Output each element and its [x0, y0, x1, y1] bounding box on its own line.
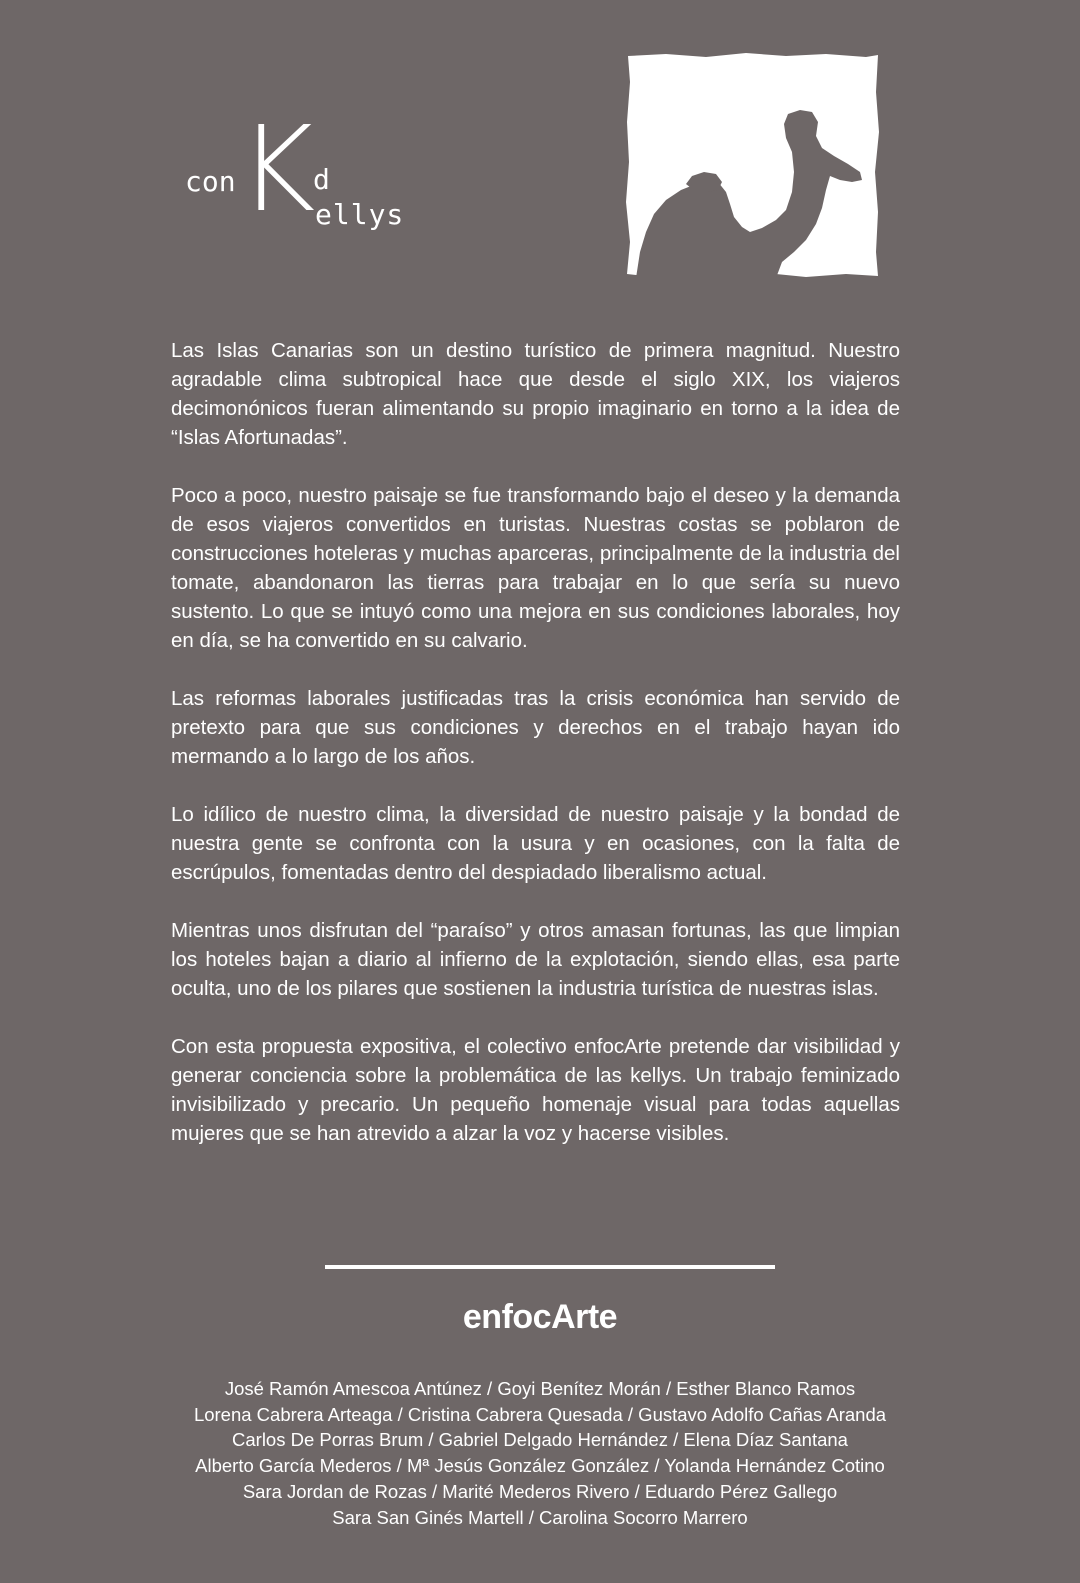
- credit-line: Sara San Ginés Martell / Carolina Socorro Marrero: [332, 1506, 748, 1528]
- paragraph: Mientras unos disfrutan del “paraíso” y otros amasan fortunas, las que limpian los hoteles bajan a diario al infierno de la explotación, siendo ellas, esa parte oculta, uno de los pilares que sostienen la industria turística de nuestras islas.: [171, 919, 900, 1000]
- paragraph: Las reformas laborales justificadas tras la crisis económica han servido de pretexto para que sus condiciones y derechos en el trabajo hayan ido mermando a lo largo de los años.: [171, 687, 900, 768]
- paragraph: Lo idílico de nuestro clima, la diversidad de nuestro paisaje y la bondad de nuestra gente se confronta con la usura y en ocasiones, con la falta de escrúpulos, fomentadas dentro del despiadado liberalismo actual.: [171, 803, 900, 884]
- divider: [325, 1265, 775, 1269]
- credit-line: Alberto García Mederos / Mª Jesús González González / Yolanda Hernández Cotino: [195, 1455, 885, 1477]
- credit-line: José Ramón Amescoa Antúnez / Goyi Benítez Morán / Esther Blanco Ramos: [224, 1378, 856, 1399]
- logo-con: con: [185, 165, 236, 198]
- credit-line: Lorena Cabrera Arteaga / Cristina Cabrera Quesada / Gustavo Adolfo Cañas Aranda: [193, 1403, 887, 1425]
- logo-d: d: [313, 163, 330, 196]
- credit-line: Carlos De Porras Brum / Gabriel Delgado Hernández / Elena Díaz Santana: [232, 1429, 848, 1451]
- paragraph: Poco a poco, nuestro paisaje se fue transformando bajo el deseo y la demanda de esos viajeros convertidos en turistas. Nuestras costas se poblaron de construcciones hoteleras y muchas aparceras, principalmente de la industria del tomate, abandonaron las tierras para trabajar en lo que sería su nuevo sustento. Lo que se intuyó como una mejora en sus condiciones laborales, hoy en día, se ha convertido en su calvario.: [171, 484, 900, 652]
- paragraph: Las Islas Canarias son un destino turístico de primera magnitud. Nuestro agradable clima subtropical hace que desde el siglo XIX, los viajeros decimonónicos fueran alimentando su propio imaginario en torno a la idea de “Islas Afortunadas”.: [171, 339, 900, 449]
- credit-line: Sara Jordan de Rozas / Marité Mederos Rivero / Eduardo Pérez Gallego: [242, 1480, 838, 1502]
- conkdkellys-logo: [183, 100, 423, 238]
- woman-silhouette-icon: [626, 52, 881, 278]
- paragraph: Con esta propuesta expositiva, el colectivo enfocArte pretende dar visibilidad y generar conciencia sobre la problemática de las kellys. Un trabajo feminizado invisibilizado y precario. Un pequeño homenaje visual para todas aquellas mujeres que se han atrevido a alzar la voz y hacerse visibles.: [171, 1035, 900, 1145]
- body-text: [171, 336, 900, 1177]
- logo-ellys: ellys: [315, 198, 405, 231]
- enfocarte-logo: enfocArte: [462, 1298, 618, 1336]
- credits: [0, 1376, 1080, 1530]
- logo-k: K: [238, 100, 314, 238]
